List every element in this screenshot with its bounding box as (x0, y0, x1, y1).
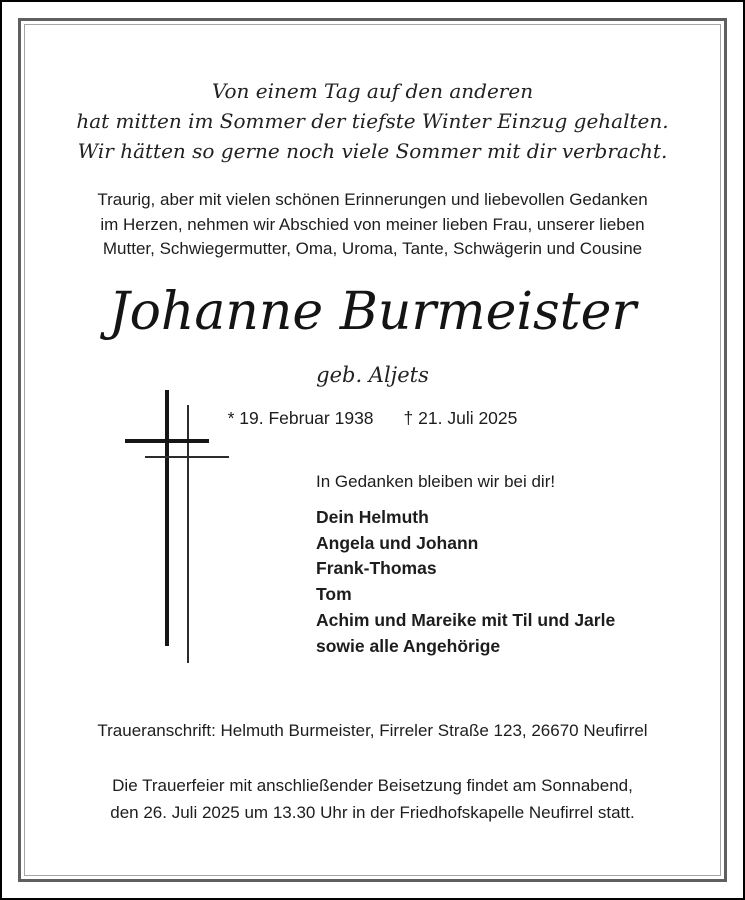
death-date: † 21. Juli 2025 (403, 408, 518, 428)
mourner-name: Frank-Thomas (316, 558, 437, 579)
verse-line: Wir hätten so gerne noch viele Sommer mit dir verbracht. (77, 139, 668, 163)
introduction-paragraph (2, 188, 743, 262)
mourner-name: Tom (316, 584, 352, 605)
intro-line: Traurig, aber mit vielen schönen Erinnerungen und liebevollen Gedanken (97, 190, 648, 209)
cross-thin-vertical (187, 405, 189, 663)
verse-line: hat mitten im Sommer der tiefste Winter Einzug gehalten. (76, 109, 669, 133)
cross-thick-horizontal (125, 439, 209, 443)
mourner-name: sowie alle Angehörige (316, 635, 501, 656)
cross-thick-vertical (165, 390, 169, 646)
deceased-name: Johanne Burmeister (108, 282, 637, 342)
mourner-name: Achim und Mareike mit Til und Jarle (316, 609, 616, 630)
mourner-name: Angela und Johann (316, 532, 479, 553)
funeral-line: den 26. Juli 2025 um 13.30 Uhr in der Friedhofskapelle Neufirrel statt. (110, 802, 635, 822)
opening-verse (2, 76, 743, 166)
mourner-name: Dein Helmuth (316, 507, 429, 527)
intro-line: Mutter, Schwiegermutter, Oma, Uroma, Tante, Schwägerin und Cousine (102, 239, 643, 258)
funeral-announcement (2, 773, 743, 826)
life-dates (2, 408, 743, 429)
cross-thin-horizontal (145, 456, 229, 458)
farewell-heading: In Gedanken bleiben wir bei dir! (316, 472, 556, 491)
condolence-address: Traueranschrift: Helmuth Burmeister, Firreler Straße 123, 26670 Neufirrel (97, 721, 648, 740)
verse-line: Von einem Tag auf den anderen (211, 79, 534, 103)
funeral-line: Die Trauerfeier mit anschließender Beisetzung findet am Sonnabend, (112, 776, 633, 795)
intro-line: im Herzen, nehmen wir Abschied von meiner lieben Frau, unserer lieben (100, 214, 645, 234)
maiden-name: geb. Aljets (316, 363, 429, 387)
mourners-list (316, 505, 615, 659)
birth-date: * 19. Februar 1938 (227, 408, 374, 428)
